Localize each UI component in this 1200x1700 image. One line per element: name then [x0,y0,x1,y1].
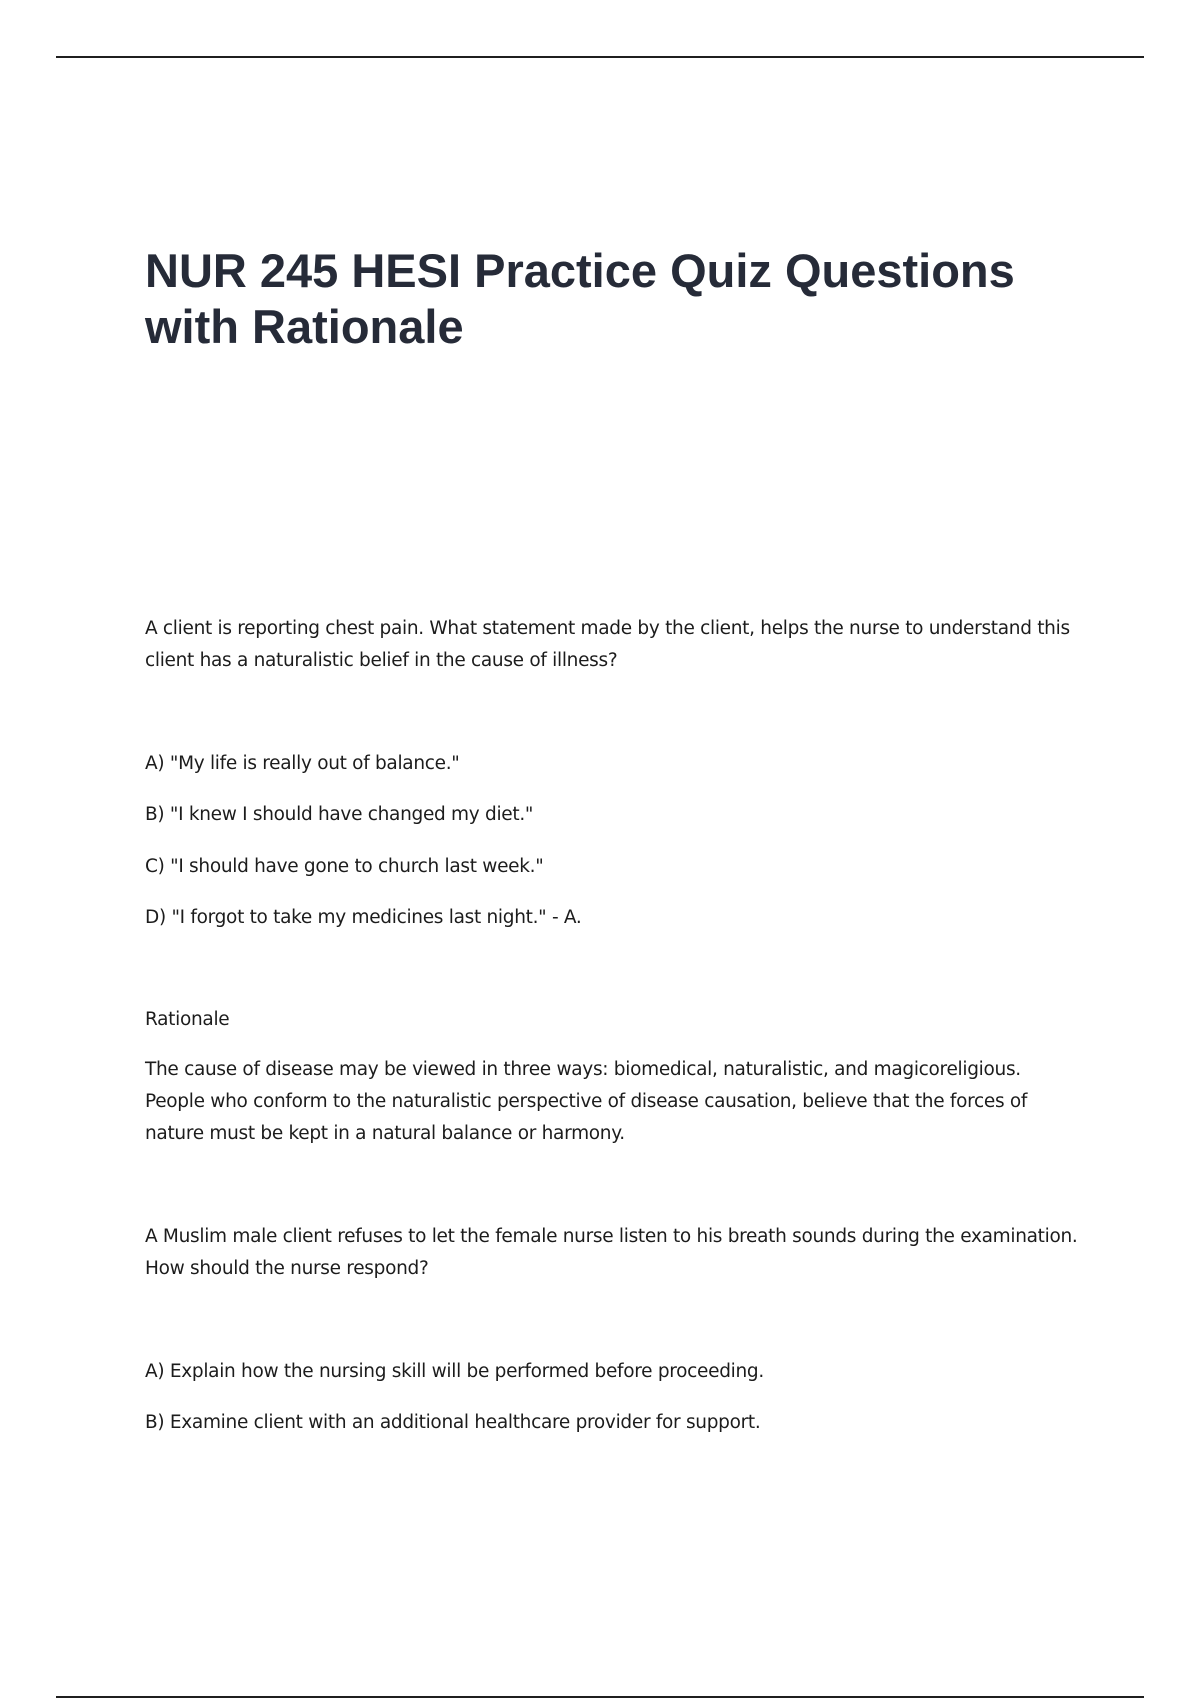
document-title: NUR 245 HESI Practice Quiz Questions with Rationale [145,244,1015,353]
question-1-stem: A client is reporting chest pain. What statement made by the client, helps the nurse to understand this client has a naturalistic belief in the cause of illness? [145,618,1070,671]
question-1-option-c: C) "I should have gone to church last week." [145,856,544,877]
rationale-text: The cause of disease may be viewed in three ways: biomedical, naturalistic, and magicoreligious. People who conform to the naturalistic perspective of disease causation, believe that the forces of nature must be kept in a natural balance or harmony. [145,1059,1028,1144]
question-1-option-d: D) "I forgot to take my medicines last night." - A. [145,907,582,928]
question-1-option-a: A) "My life is really out of balance." [145,753,460,774]
question-1-option-b: B) "I knew I should have changed my diet." [145,804,534,825]
rationale-label: Rationale [145,1009,230,1030]
question-2-stem: A Muslim male client refuses to let the female nurse listen to his breath sounds during the examination. How should the nurse respond? [145,1226,1078,1279]
question-2-option-b: B) Examine client with an additional healthcare provider for support. [145,1412,761,1433]
top-rule [56,56,1144,58]
bottom-rule [56,1696,1144,1698]
question-2-option-a: A) Explain how the nursing skill will be performed before proceeding. [145,1361,764,1382]
